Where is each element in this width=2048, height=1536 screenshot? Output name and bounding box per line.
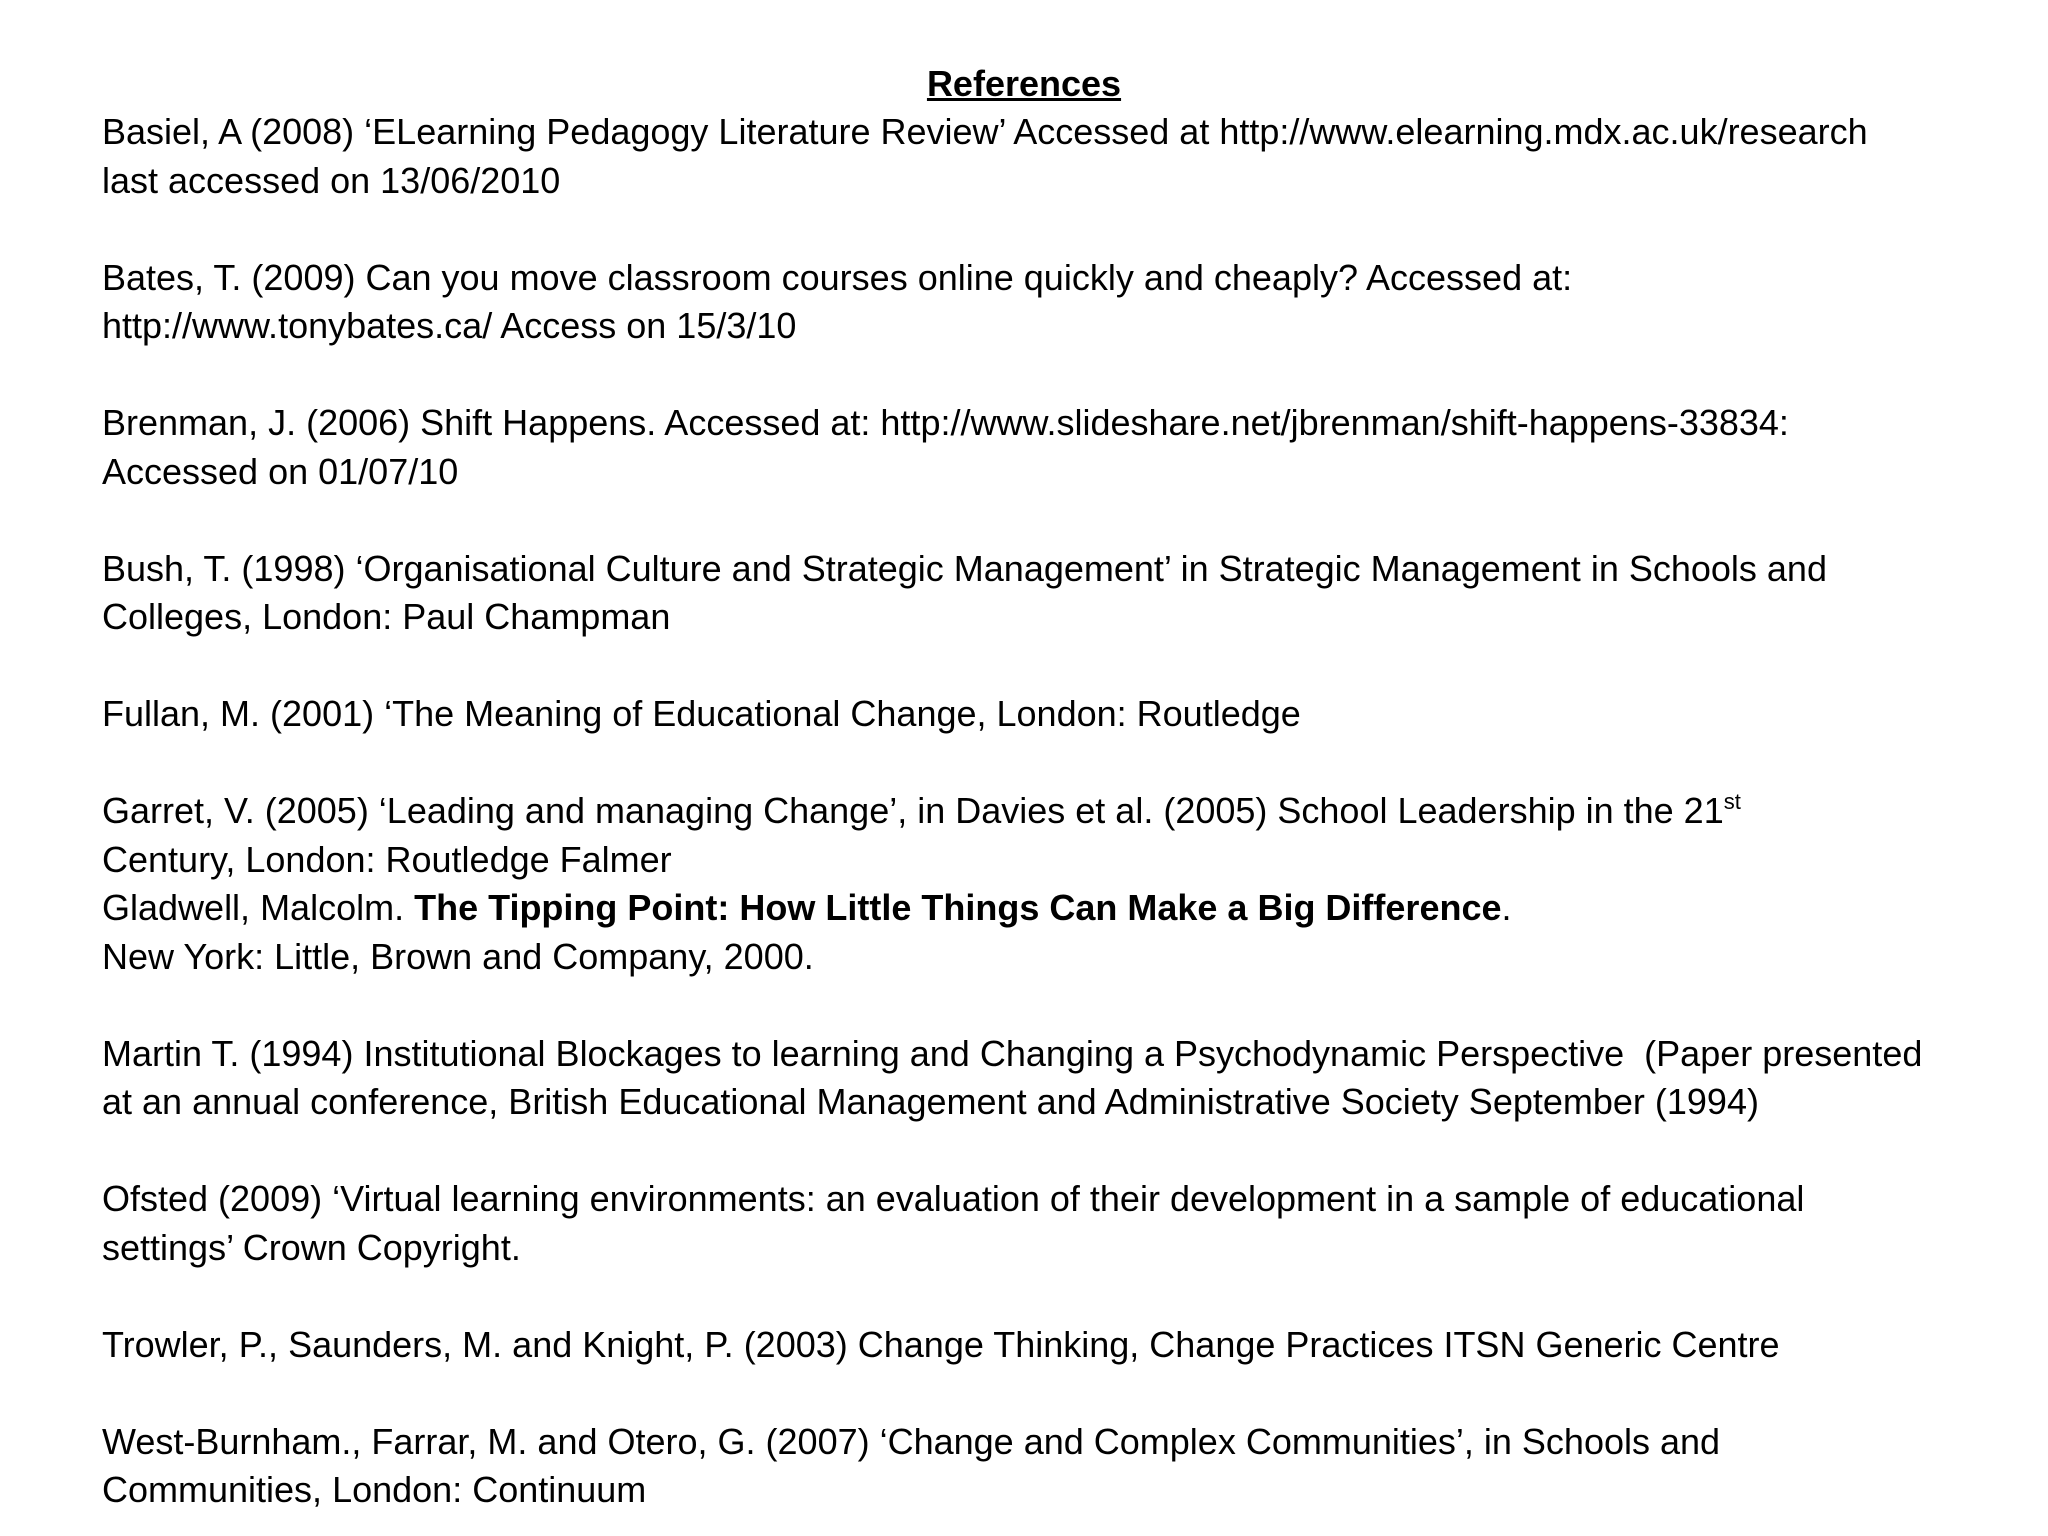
reference-line: Bates, T. (2009) Can you move classroom courses online quickly and cheaply? Accessed at: xyxy=(102,256,1573,298)
reference-line: Basiel, A (2008) ‘ELearning Pedagogy Literature Review’ Accessed at http://www.elearning.mdx.ac.uk/research xyxy=(102,111,1868,152)
reference-line: Accessed on 01/07/10 xyxy=(102,450,459,492)
reference-line: http://www.tonybates.ca/ Access on 15/3/10 xyxy=(102,305,797,346)
spacer xyxy=(102,981,2002,1030)
reference-line: Trowler, P., Saunders, M. and Knight, P. (2003) Change Thinking, Change Practices ITSN Generic Centre xyxy=(102,1323,1780,1365)
reference-line: Colleges, London: Paul Champman xyxy=(102,596,671,637)
reference-line: Bush, T. (1998) ‘Organisational Culture and Strategic Management’ in Strategic Management in Schools and xyxy=(102,547,1827,589)
reference-line: Century, London: Routledge Falmer xyxy=(102,838,672,880)
reference-item-brenman xyxy=(102,399,2002,496)
reference-line: Fullan, M. (2001) ‘The Meaning of Educational Change, London: Routledge xyxy=(102,693,1301,734)
reference-item-martin xyxy=(102,1030,2002,1127)
reference-line: Ofsted (2009) ‘Virtual learning environments: an evaluation of their development in a sample of educational xyxy=(102,1178,1805,1219)
reference-line xyxy=(102,787,2002,836)
spacer xyxy=(102,205,2002,254)
spacer xyxy=(102,642,2002,691)
reference-item-fullan xyxy=(102,690,2002,739)
reference-line: Martin T. (1994) Institutional Blockages to learning and Changing a Psychodynamic Perspective (Paper presented xyxy=(102,1032,1923,1074)
reference-line xyxy=(102,884,2002,933)
reference-line: settings’ Crown Copyright. xyxy=(102,1226,521,1268)
reference-item-trowler xyxy=(102,1321,2002,1370)
reference-item-ofsted xyxy=(102,1175,2002,1272)
reference-line: West-Burnham., Farrar, M. and Otero, G. (2007) ‘Change and Complex Communities’, in Schools and xyxy=(102,1420,1721,1462)
reference-line: New York: Little, Brown and Company, 2000. xyxy=(102,935,814,977)
reference-item-gladwell xyxy=(102,884,2002,981)
spacer xyxy=(102,739,2002,788)
page-title: References xyxy=(926,63,1122,104)
spacer xyxy=(102,351,2002,400)
reference-book-title: The Tipping Point: How Little Things Can Make a Big Difference xyxy=(414,887,1502,928)
reference-line: Communities, London: Continuum xyxy=(102,1469,647,1510)
reference-line: at an annual conference, British Educational Management and Administrative Society September (1994) xyxy=(102,1081,1759,1122)
reference-author: Gladwell, Malcolm. xyxy=(102,887,415,928)
reference-item-bush xyxy=(102,545,2002,642)
spacer xyxy=(102,1272,2002,1321)
reference-list xyxy=(102,108,2002,1515)
reference-line: last accessed on 13/06/2010 xyxy=(102,159,561,201)
reference-line: Brenman, J. (2006) Shift Happens. Accessed at: http://www.slideshare.net/jbrenman/shift-happens-33834: xyxy=(102,402,1789,443)
reference-item-bates xyxy=(102,254,2002,351)
superscript: st xyxy=(1723,789,1741,814)
reference-text: Garret, V. (2005) ‘Leading and managing Change’, in Davies et al. (2005) School Leadership in the 21 xyxy=(102,790,1724,831)
spacer xyxy=(102,1127,2002,1176)
spacer xyxy=(102,1369,2002,1418)
reference-item-west-burnham xyxy=(102,1418,2002,1515)
spacer xyxy=(102,496,2002,545)
reference-item-basiel xyxy=(102,108,2002,205)
reference-item-garret xyxy=(102,787,2002,884)
reference-punctuation: . xyxy=(1501,887,1512,928)
